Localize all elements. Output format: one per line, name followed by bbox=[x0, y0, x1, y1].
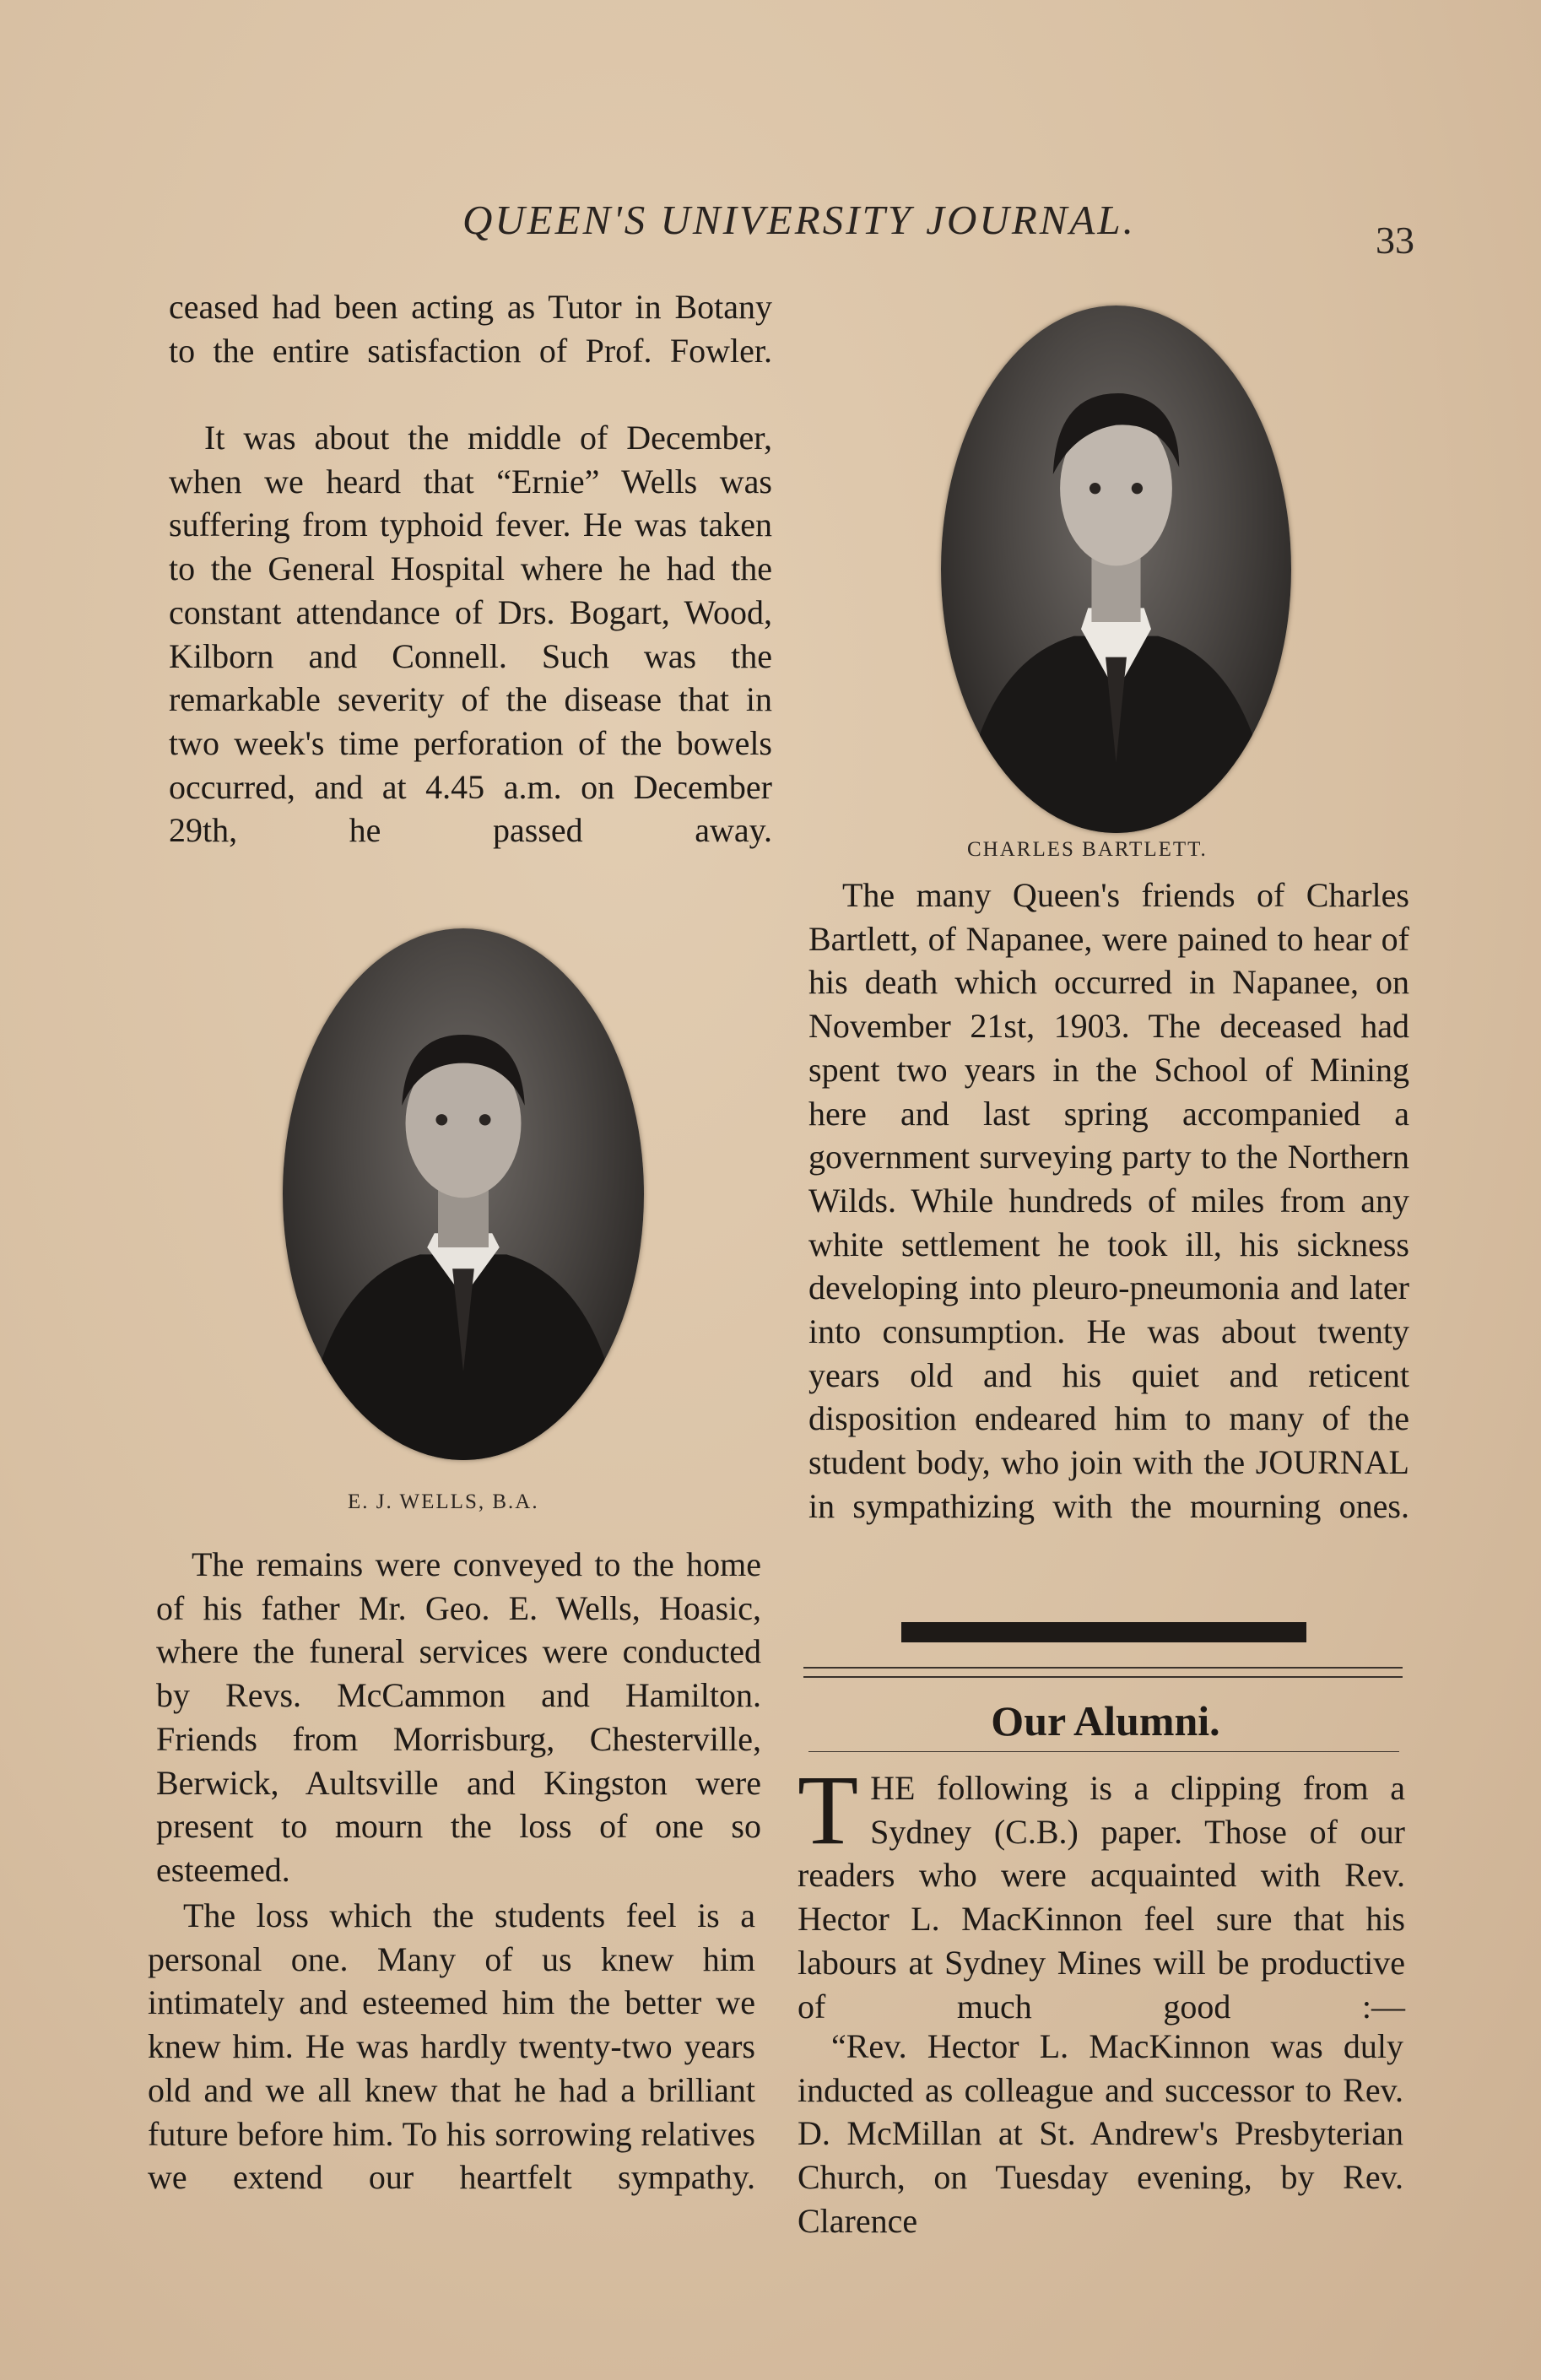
drop-cap: T bbox=[798, 1755, 859, 1865]
section-divider-bar bbox=[901, 1622, 1306, 1642]
heading-underline bbox=[808, 1751, 1399, 1752]
portrait-photo-bartlett bbox=[941, 306, 1291, 833]
section-divider-line-1 bbox=[803, 1667, 1403, 1669]
running-head: QUEEN'S UNIVERSITY JOURNAL. bbox=[462, 197, 1136, 243]
portrait-bartlett-figure bbox=[941, 306, 1291, 833]
left-paragraph-2: It was about the middle of December, when we heard that “Ernie” Wells was suffering from typhoid fever. He was taken to the General Hospital where he had the constant attendance of Drs. Bogart, Wood, Kilborn and Connell. Such was the remarkable severity of the disease that in two week's time perforation of the bowels occurred, and at 4.45 a.m. on December 29th, he passed away. bbox=[169, 419, 772, 850]
left-paragraph-1: ceased had been acting as Tutor in Botany to the entire satisfaction of Prof. Fowler. bbox=[169, 288, 772, 370]
left-paragraph-3: The remains were conveyed to the home of his father Mr. Geo. E. Wells, Hoasic, where the funeral services were conducted by Revs. McCammon and Hamilton. Friends from Morrisburg, Chesterville, Berwick, Aultsville and Kingston were present to mourn the loss of one so esteemed. bbox=[156, 1545, 761, 1889]
page-header bbox=[0, 196, 1541, 262]
alumni-paragraph-1-text: HE following is a clipping from a Sydney (C.B.) paper. Those of our readers who were acquainted with Rev. Hector L. MacKinnon feel sure that his labours at Sydney Mines will be productive of much good :— bbox=[798, 1769, 1405, 2026]
right-paragraph-1: The many Queen's friends of Charles Bartlett, of Napanee, were pained to hear of his death which occurred in Napanee, on November 21st, 1903. The deceased had spent two years in the School of Mining here and last spring accompanied a government surveying party to the Northern Wilds. While hundreds of miles from any white settlement he took ill, his sickness developing into pleuro-pneumonia and later into consumption. He was about twenty years old and his quiet and reticent disposition endeared him to many of the student body, who join with the JOURNAL in sympathizing with the mourning ones. bbox=[808, 876, 1409, 1525]
page-number: 33 bbox=[1376, 219, 1414, 262]
portrait-wells-figure bbox=[283, 928, 644, 1460]
left-paragraph-4: The loss which the students feel is a personal one. Many of us knew him intimately and esteemed him the better we knew him. He was hardly twenty-two years old and we all knew that he had a brilliant future before him. To his sorrowing relatives we extend our heartfelt sympathy. bbox=[148, 1896, 755, 2197]
portrait-photo-wells bbox=[283, 928, 644, 1460]
section-heading-our-alumni: Our Alumni. bbox=[991, 1697, 1220, 1744]
alumni-paragraph-2: “Rev. Hector L. MacKinnon was duly inducted as colleague and successor to Rev. D. McMillan at St. Andrew's Presbyterian Church, on Tuesday evening, by Rev. Clarence bbox=[798, 2027, 1403, 2240]
caption-wells: E. J. WELLS, B.A. bbox=[348, 1490, 539, 1513]
section-divider-line-2 bbox=[803, 1676, 1403, 1678]
caption-bartlett: CHARLES BARTLETT. bbox=[967, 838, 1208, 861]
